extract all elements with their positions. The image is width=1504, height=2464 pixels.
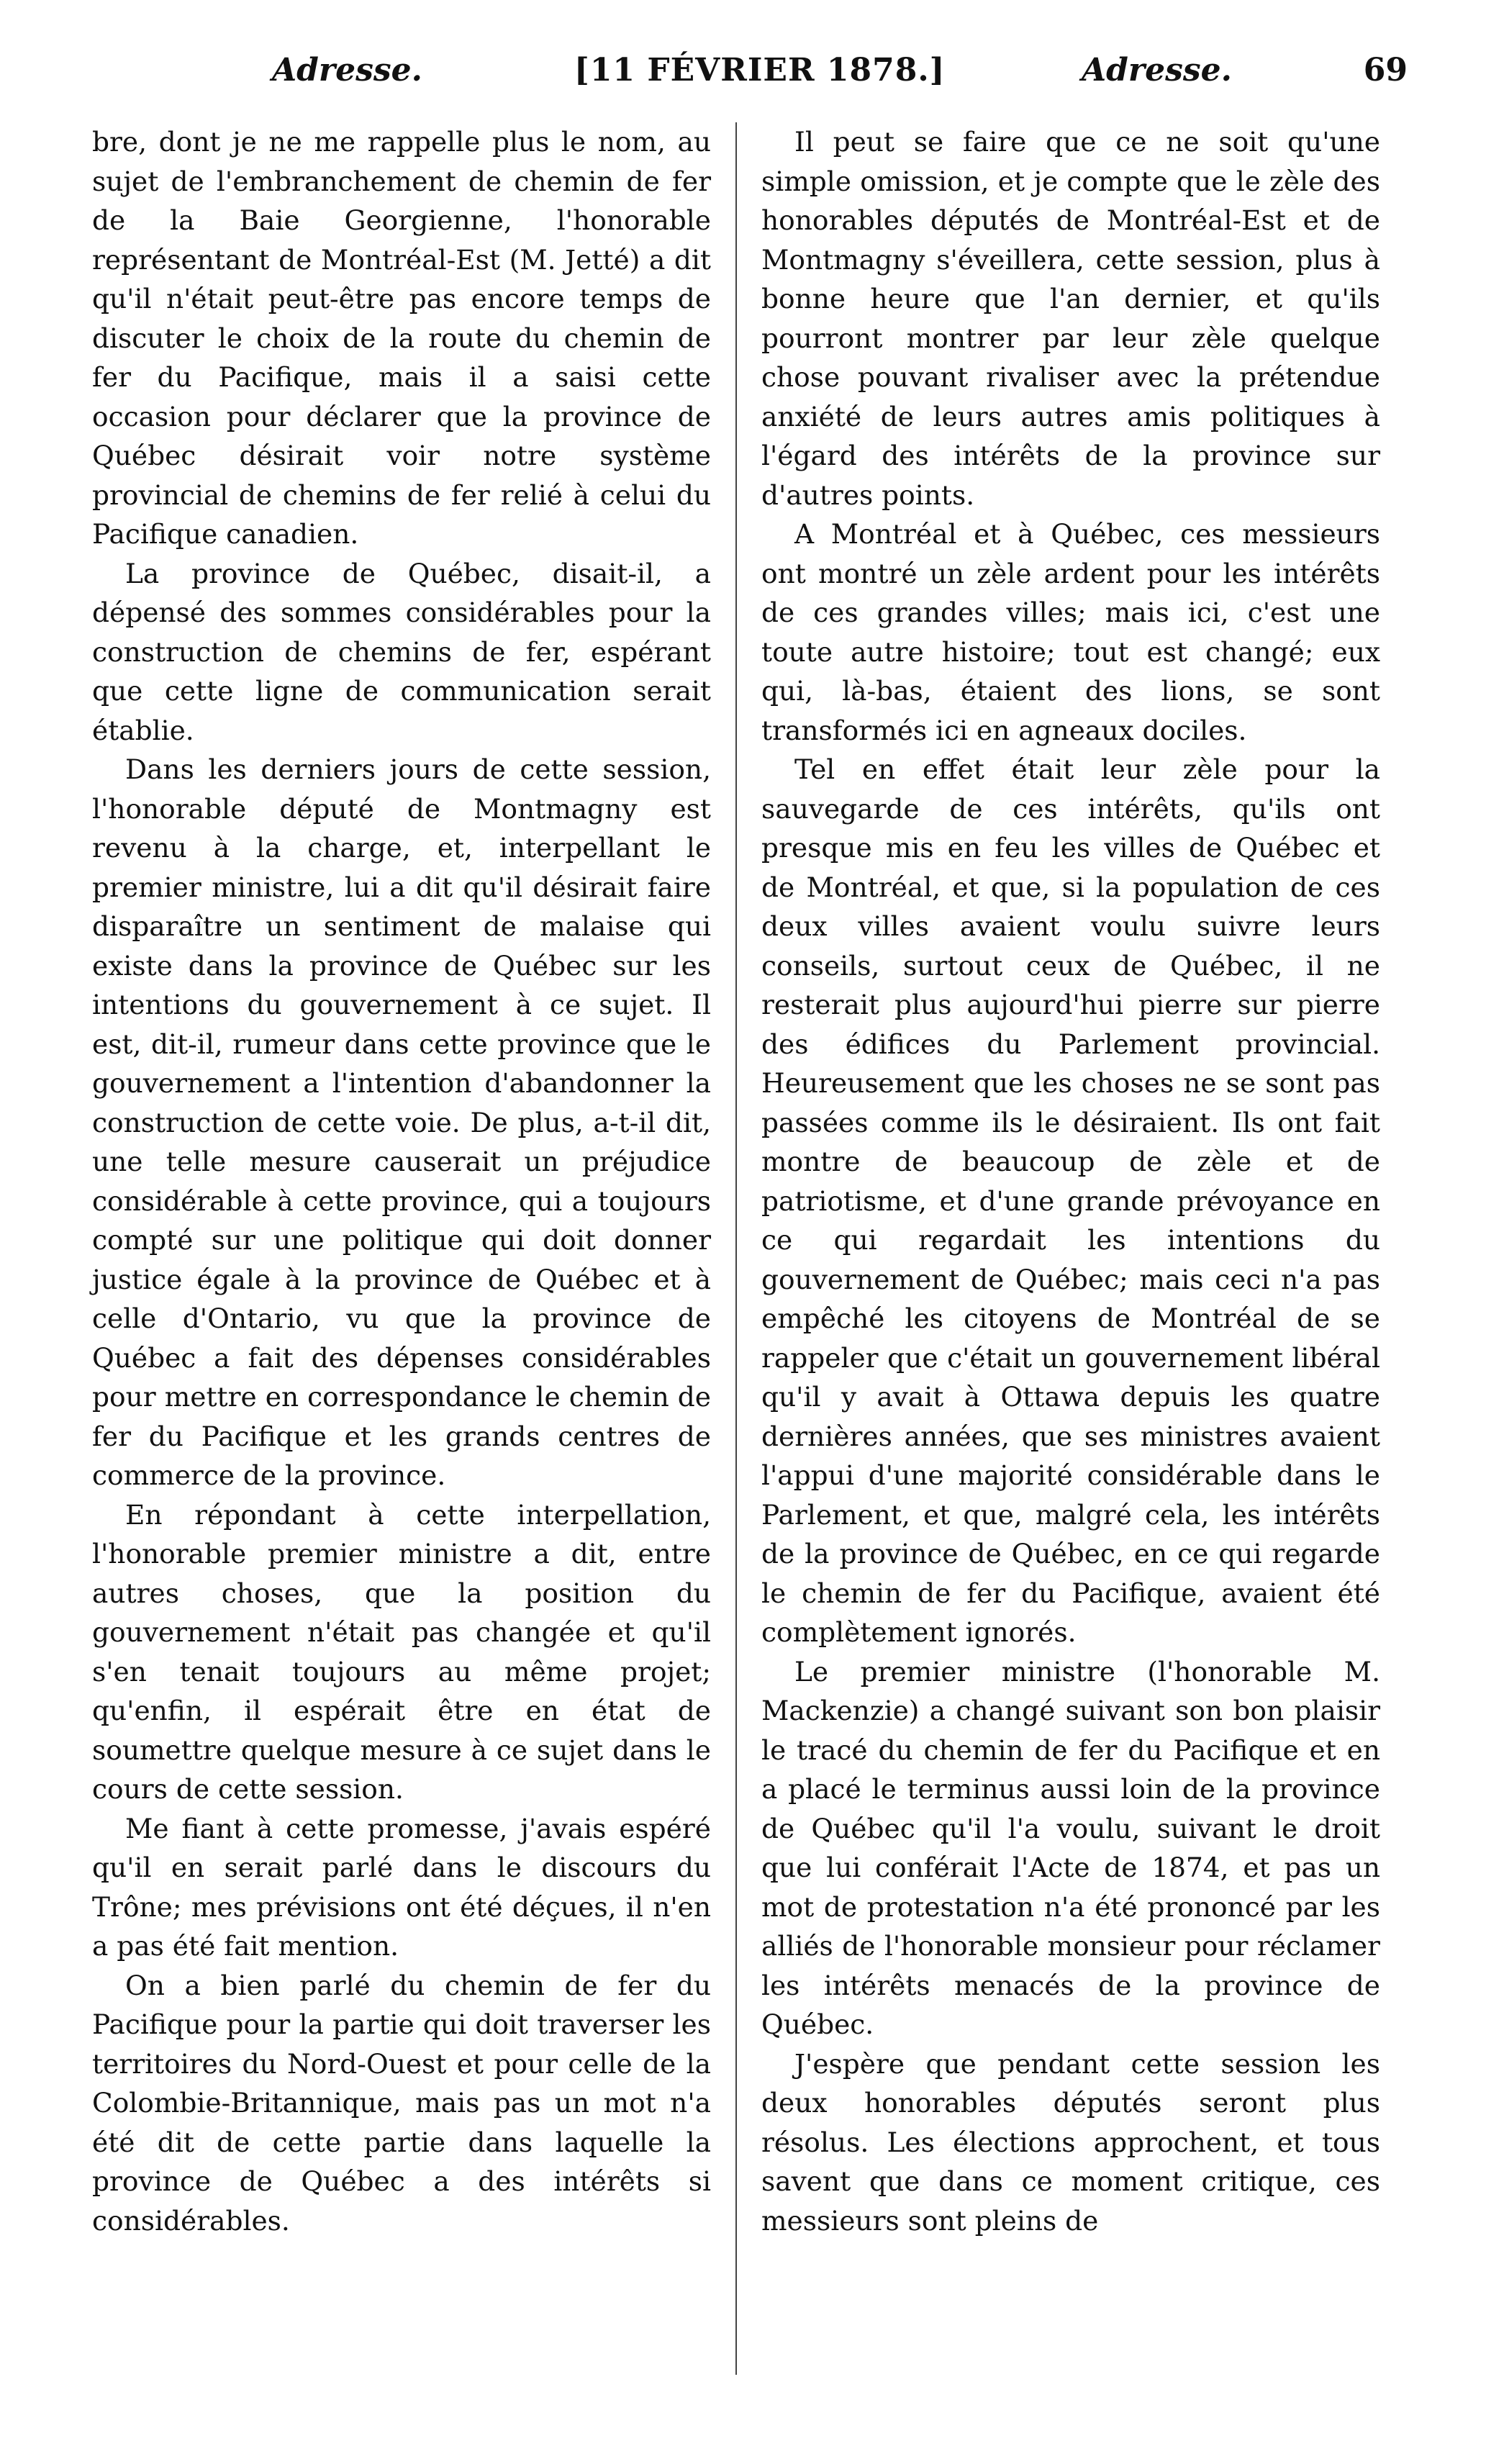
paragraph: Dans les derniers jours de cette session, l'honorable député de Montmagny est revenu à la charge, et, interpellant le premier ministre, lui a dit qu'il désirait faire disparaître un sentiment de malaise qui existe dans la province de Québec sur les intentions du gouvernement à ce sujet. Il est, dit-il, rumeur dans cette province que le gouvernement a l'intention d'abandonner la construction de cette voie. De plus, a-t-il dit, une telle mesure causerait un préjudice considérable à cette province, qui a toujours compté sur une politique qui doit donner justice égale à la province de Québec et à celle d'Ontario, vu que la province de Québec a fait des dépenses considérables pour mettre en correspondance le chemin de fer du Pacifique et les grands centres de commerce de la province. xyxy=(92,753,711,1491)
paragraph: Il peut se faire que ce ne soit qu'une simple omission, et je compte que le zèle des honorables députés de Montréal-Est et de Montmagny s'éveillera, cette session, plus à bonne heure que l'an dernier, et qu'ils pourront montrer par leur zèle quelque chose pouvant rivaliser avec la prétendue anxiété de leurs autres amis politiques à l'égard des intérêts de la province sur d'autres points. xyxy=(761,126,1380,511)
paragraph: Le premier ministre (l'honorable M. Mackenzie) a changé suivant son bon plaisir le tracé du chemin de fer du Pacifique et en a placé le terminus aussi loin de la province de Québec qu'il l'a voulu, suivant le droit que lui conférait l'Acte de 1874, et pas un mot de protestation n'a été prononcé par les alliés de l'honorable monsieur pour réclamer les intérêts menacés de la province de Québec. xyxy=(761,1655,1380,2040)
paragraph: La province de Québec, disait-il, a dépensé des sommes considérables pour la construction de chemins de fer, espérant que cette ligne de communication serait établie. xyxy=(92,557,711,746)
paragraph: On a bien parlé du chemin de fer du Pacifique pour la partie qui doit traverser les territoires du Nord-Ouest et pour celle de la Colombie-Britannique, mais pas un mot n'a été dit de cette partie dans laquelle la province de Québec a des intérêts si considérables. xyxy=(92,1969,711,2237)
paragraph: J'espère que pendant cette session les deux honorables députés seront plus résolus. Les élections approchent, et tous savent que dans ce moment critique, ces messieurs sont pleins de xyxy=(761,2047,1380,2237)
left-column xyxy=(92,122,711,2240)
paragraph: En répondant à cette interpellation, l'honorable premier ministre a dit, entre autres choses, que la position du gouvernement n'était pas changée et qu'il s'en tenait toujours au même projet; qu'enfin, il espérait être en état de soumettre quelque mesure à ce sujet dans le cours de cette session. xyxy=(92,1498,711,1805)
page-number: 69 xyxy=(1363,52,1408,89)
paragraph: Me fiant à cette promesse, j'avais espéré qu'il en serait parlé dans le discours du Trône; mes prévisions ont été déçues, il n'en a pas été fait mention. xyxy=(92,1812,711,1962)
running-header xyxy=(92,42,1415,99)
column-divider xyxy=(735,122,737,2375)
header-right-title: Adresse. xyxy=(1082,52,1232,89)
paragraph: Tel en effet était leur zèle pour la sauvegarde de ces intérêts, qu'ils ont presque mis en feu les villes de Québec et de Montréal, et que, si la population de ces deux villes avaient voulu suivre leurs conseils, surtout ceux de Québec, il ne resterait plus aujourd'hui pierre sur pierre des édifices du Parlement provincial. Heureusement que les choses ne se sont pas passées comme ils le désiraient. Ils ont fait montre de beaucoup de zèle et de patriotisme, et d'une grande prévoyance en ce qui regardait les intentions du gouvernement de Québec; mais ceci n'a pas empêché les citoyens de Montréal de se rappeler que c'était un gouvernement libéral qu'il y avait à Ottawa depuis les quatre dernières années, que ses ministres avaient l'appui d'une majorité considérable dans le Parlement, et que, malgré cela, les intérêts de la province de Québec, en ce qui regarde le chemin de fer du Pacifique, avaient été complètement ignorés. xyxy=(761,753,1380,1648)
paragraph: bre, dont je ne me rappelle plus le nom, au sujet de l'embranchement de chemin de fer de la Baie Georgienne, l'honorable représentant de Montréal-Est (M. Jetté) a dit qu'il n'était peut-être pas encore temps de discuter le choix de la route du chemin de fer du Pacifique, mais il a saisi cette occasion pour déclarer que la province de Québec désirait voir notre système provincial de chemins de fer relié à celui du Pacifique canadien. xyxy=(92,126,711,550)
header-date: [11 FÉVRIER 1878.] xyxy=(574,52,946,89)
header-left-title: Adresse. xyxy=(272,52,422,89)
paragraph: A Montréal et à Québec, ces messieurs ont montré un zèle ardent pour les intérêts de ces grandes villes; mais ici, c'est une toute autre histoire; tout est changé; eux qui, là-bas, étaient des lions, se sont transformés ici en agneaux dociles. xyxy=(761,518,1380,746)
right-column xyxy=(761,122,1380,2240)
